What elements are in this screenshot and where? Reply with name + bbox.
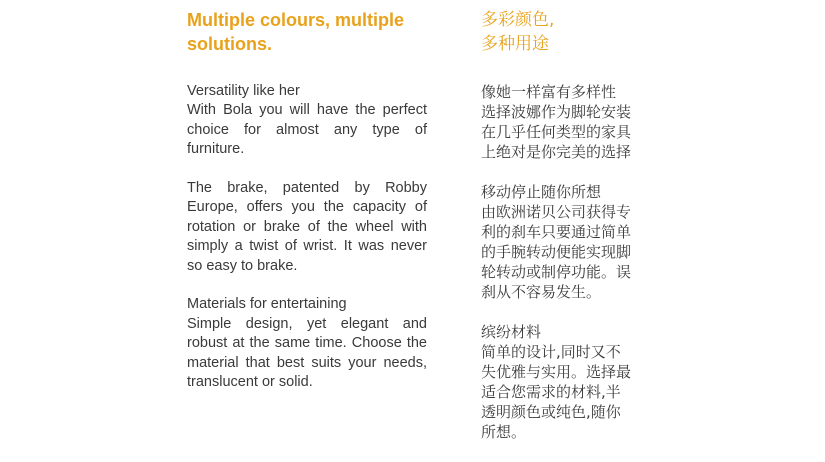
section-materials [187,295,427,392]
chinese-line: 轮转动或制停功能。误 [481,263,632,281]
chinese-line: 失优雅与实用。选择最 [481,363,632,381]
chinese-line: 由欧洲诺贝公司获得专 [481,203,632,221]
chinese-line: 透明颜色或纯色,随你 [481,403,621,421]
english-title [187,8,427,56]
chinese-line: 选择波娜作为脚轮安装 [481,103,632,121]
chinese-line: 刹从不容易发生。 [481,283,602,301]
chinese-title-line-1: 多彩颜色, [481,10,555,30]
chinese-line: 缤纷材料 [481,323,542,341]
chinese-line: 适合您需求的材料,半 [481,383,621,401]
chinese-line: 的手腕转动便能实现脚 [481,243,632,261]
section-brake [187,179,427,276]
chinese-title-line-2: 多种用途 [481,34,549,54]
chinese-line: 简单的设计,同时又不 [481,343,621,361]
chinese-line: 像她一样富有多样性 [481,83,617,101]
section-versatility [187,82,427,160]
section-body: Simple design, yet elegant and robust at the same time. Choose the material that best suits your needs, translucent or solid. [187,315,427,391]
chinese-section-brake [481,182,646,302]
chinese-line: 上绝对是你完美的选择 [481,143,632,161]
chinese-line: 利的刹车只要通过简单 [481,223,632,241]
chinese-section-versatility [481,82,646,162]
chinese-line: 所想。 [481,423,527,441]
english-title-line-1: Multiple colours, multiple [187,10,405,30]
section-body: With Bola you will have the perfect choice for almost any type of furniture. [187,102,427,158]
section-body: The brake, patented by Robby Europe, offers you the capacity of rotation or brake of the wheel with simply a twist of wrist. It was never so easy to brake. [187,180,427,274]
section-heading: Materials for entertaining [187,296,347,313]
chinese-column [481,8,646,462]
english-column [187,8,427,412]
chinese-line: 移动停止随你所想 [481,183,602,201]
chinese-section-materials [481,322,646,442]
section-heading: Versatility like her [187,83,300,99]
english-title-line-2: solutions. [187,34,272,54]
chinese-title [481,8,646,56]
chinese-line: 在几乎任何类型的家具 [481,123,632,141]
